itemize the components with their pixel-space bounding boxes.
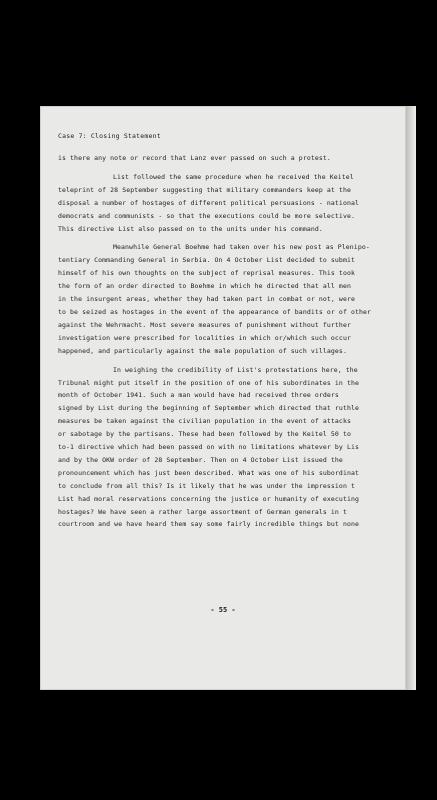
text-line: and by the OKW order of 28 September. Then on 4 October List issued the — [58, 455, 343, 464]
text-line: In weighing the credibility of List's protestations here, the — [113, 365, 358, 374]
text-line: List followed the same procedure when he received the Keitel — [113, 172, 354, 181]
paragraph — [58, 364, 388, 532]
paragraph — [58, 152, 388, 165]
paper-edge — [406, 106, 416, 690]
text-line: teleprint of 28 September suggesting that military commanders keep at the — [58, 185, 351, 194]
text-line: tentiary Commanding General in Serbia. On 4 October List decided to submit — [58, 256, 355, 265]
text-line: himself of his own thoughts on the subject of reprisal measures. This took — [58, 269, 355, 278]
text-line: Meanwhile General Boehme had taken over his new post as Plenipo- — [113, 243, 370, 252]
text-line: measures be taken against the civilian population in the event of attacks — [58, 417, 351, 426]
paragraph — [58, 171, 388, 236]
text-line: democrats and communists - so that the executions could be more selective. — [58, 211, 355, 220]
text-line: List had moral reservations concerning the justice or humanity of executing — [58, 494, 359, 503]
document-heading: Case 7: Closing Statement — [58, 132, 161, 140]
text-line: the form of an order directed to Boehme in which he directed that all men — [58, 282, 351, 291]
text-line: in the insurgent areas, whether they had taken part in combat or not, were — [58, 295, 355, 304]
page-number: - 55 - — [210, 606, 236, 614]
text-line: signed by List during the beginning of September which directed that ruthle — [58, 404, 359, 413]
page-body — [58, 132, 388, 672]
text-line: to conclude from all this? Is it likely that he was under the impression t — [58, 481, 355, 490]
text-line: to be seized as hostages in the event of the appearance of bandits or of other — [58, 307, 372, 316]
text-line: pronouncement which has just been described. What was one of his subordinat — [58, 468, 359, 477]
text-line: happened, and particularly against the male population of such villages. — [58, 346, 347, 355]
document-page — [40, 106, 406, 690]
text-line: courtroom and we have heard them say some fairly incredible things but none — [58, 520, 359, 529]
text-line: to-1 directive which had been passed on with no limitations whatever by Lis — [58, 443, 359, 452]
paragraph — [58, 241, 388, 357]
text-line: month of October 1941. Such a man would have had received three orders — [58, 391, 339, 400]
paragraphs — [58, 152, 388, 531]
text-line: Tribunal might put itself in the position of one of his subordinates in the — [58, 378, 359, 387]
text-line: investigation were prescribed for localities in which or/which such occur — [58, 333, 351, 342]
text-line: hostages? We have seen a rather large assortment of German generals in t — [58, 507, 347, 516]
text-line: disposal a number of hostages of different political persuasions - national — [58, 198, 359, 207]
text-line: against the Wehrmacht. Most severe measures of punishment without further — [58, 320, 351, 329]
text-line: or sabotage by the partisans. These had been followed by the Keitel 50 to — [58, 430, 351, 439]
text-line: is there any note or record that Lanz ever passed on such a protest. — [58, 154, 331, 162]
text-line: This directive List also passed on to the units under his command. — [58, 224, 323, 233]
